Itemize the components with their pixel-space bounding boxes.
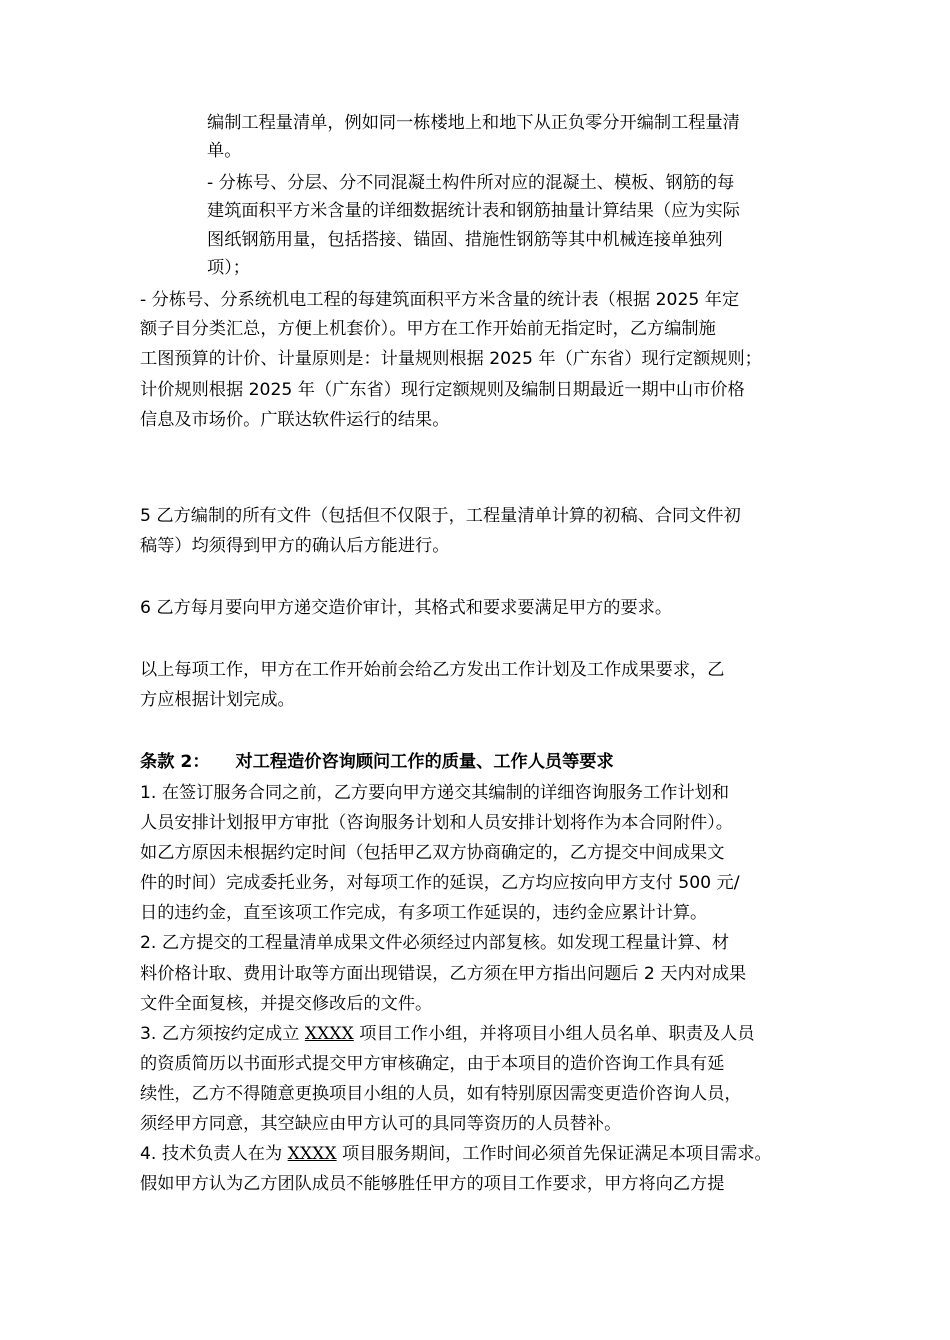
text-line: 工图预算的计价、计量原则是：计量规则根据 2025 年（广东省）现行定额规则； bbox=[140, 349, 762, 369]
text-line: 以上每项工作，甲方在工作开始前会给乙方发出工作计划及工作成果要求，乙 bbox=[140, 660, 725, 680]
text-line bbox=[140, 1142, 772, 1166]
text-line: 图纸钢筋用量，包括搭接、锚固、措施性钢筋等其中机械连接单独列 bbox=[207, 230, 723, 250]
clause-heading bbox=[140, 750, 614, 774]
text-line: - 分栋号、分层、分不同混凝土构件所对应的混凝土、模板、钢筋的每 bbox=[207, 173, 735, 193]
text-line: 件的时间）完成委托业务，对每项工作的延误，乙方均应按向甲方支付 500 元/ bbox=[140, 873, 740, 893]
placeholder-text: XXXX bbox=[287, 1144, 337, 1164]
text-line: 须经甲方同意，其空缺应由甲方认可的具同等资历的人员替补。 bbox=[140, 1114, 622, 1134]
text-line: 料价格计取、费用计取等方面出现错误，乙方须在甲方指出问题后 2 天内对成果 bbox=[140, 964, 747, 984]
text-line: 6 乙方每月要向甲方递交造价审计，其格式和要求要满足甲方的要求。 bbox=[140, 598, 673, 618]
text-line: 5 乙方编制的所有文件（包括但不仅限于，工程量清单计算的初稿、合同文件初 bbox=[140, 506, 741, 526]
text-line: 日的违约金，直至该项工作完成，有多项工作延误的，违约金应累计计算。 bbox=[140, 903, 708, 923]
text-line: 1. 在签订服务合同之前，乙方要向甲方递交其编制的详细咨询服务工作计划和 bbox=[140, 783, 730, 803]
text-line: 如乙方原因未根据约定时间（包括甲乙双方协商确定的，乙方提交中间成果文 bbox=[140, 843, 725, 863]
text-line: 2. 乙方提交的工程量清单成果文件必须经过内部复核。如发现工程量计算、材 bbox=[140, 933, 730, 953]
text-line bbox=[140, 1022, 755, 1046]
clause-label: 条款 2： bbox=[140, 752, 210, 772]
text-line: 续性，乙方不得随意更换项目小组的人员，如有特别原因需变更造价咨询人员， bbox=[140, 1084, 742, 1104]
text-line: 信息及市场价。广联达软件运行的结果。 bbox=[140, 410, 450, 430]
text-line: 人员安排计划报甲方审批（咨询服务计划和人员安排计划将作为本合同附件）。 bbox=[140, 813, 733, 833]
placeholder-text: XXXX bbox=[304, 1024, 354, 1044]
text-line: 文件全面复核，并提交修改后的文件。 bbox=[140, 994, 433, 1014]
text-run: 4. 技术负责人在为 bbox=[140, 1144, 288, 1164]
text-line: 的资质简历以书面形式提交甲方审核确定，由于本项目的造价咨询工作具有延 bbox=[140, 1054, 725, 1074]
text-line: 稿等）均须得到甲方的确认后方能进行。 bbox=[140, 536, 450, 556]
clause-title: 对工程造价咨询顾问工作的质量、工作人员等要求 bbox=[235, 752, 614, 772]
text-line: 方应根据计划完成。 bbox=[140, 690, 295, 710]
text-line: - 分栋号、分系统机电工程的每建筑面积平方米含量的统计表（根据 2025 年定 bbox=[140, 290, 740, 310]
text-run: 项目工作小组，并将项目小组人员名单、职责及人员 bbox=[353, 1024, 755, 1044]
text-line: 项）； bbox=[207, 258, 250, 278]
text-line: 额子目分类汇总，方便上机套价）。甲方在工作开始前无指定时，乙方编制施 bbox=[140, 319, 716, 339]
text-line: 建筑面积平方米含量的详细数据统计表和钢筋抽量计算结果（应为实际 bbox=[207, 201, 740, 221]
text-run: 项目服务期间，工作时间必须首先保证满足本项目需求。 bbox=[336, 1144, 772, 1164]
text-line: 编制工程量清单，例如同一栋楼地上和地下从正负零分开编制工程量清 bbox=[207, 113, 740, 133]
text-line: 假如甲方认为乙方团队成员不能够胜任甲方的项目工作要求，甲方将向乙方提 bbox=[140, 1174, 725, 1194]
text-run: 3. 乙方须按约定成立 bbox=[140, 1024, 305, 1044]
text-line: 计价规则根据 2025 年（广东省）现行定额规则及编制日期最近一期中山市价格 bbox=[140, 380, 745, 400]
text-line: 单。 bbox=[207, 141, 242, 161]
